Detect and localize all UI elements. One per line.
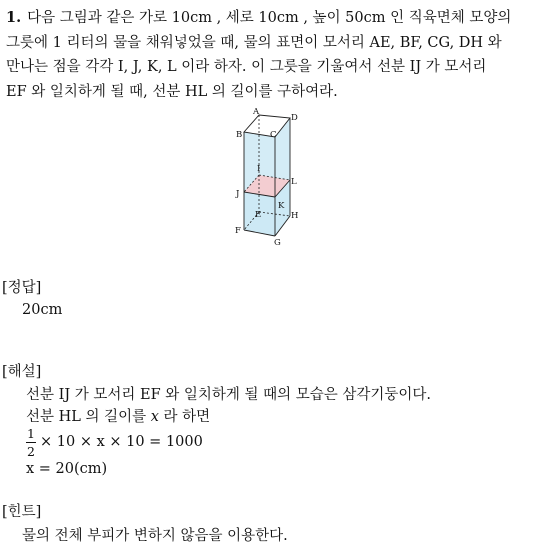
- cuboid-figure: [228, 104, 308, 248]
- label-I: I: [257, 164, 261, 174]
- problem-line-1: 1. 다음 그림과 같은 가로 10cm , 세로 10cm , 높이 50cm 인 직육면체 모양의: [6, 9, 512, 26]
- solution-equation-1: × 10 × x × 10 = 1000: [40, 434, 203, 450]
- label-F: F: [235, 226, 241, 236]
- label-G: G: [274, 238, 281, 248]
- fraction-numerator: 1: [27, 426, 35, 441]
- problem-line-4: EF 와 일치하게 될 때, 선분 HL 의 길이를 구하여라.: [6, 83, 338, 100]
- fraction-bar: [26, 442, 36, 443]
- label-B: B: [236, 130, 243, 140]
- problem-line-3: 만나는 점을 각각 I, J, K, L 이라 하자. 이 그릇을 기울여서 선분 IJ 가 모서리: [6, 59, 487, 75]
- label-D: D: [291, 113, 298, 123]
- label-E: E: [255, 210, 262, 220]
- label-H: H: [291, 211, 299, 221]
- solution-line-2: 선분 HL 의 길이를 x 라 하면: [26, 409, 211, 425]
- answer-heading: [정답]: [2, 280, 42, 296]
- label-C: C: [270, 130, 277, 140]
- fraction-denominator: 2: [27, 444, 35, 459]
- hint-heading: [힌트]: [2, 504, 42, 520]
- variable-x: x: [150, 409, 159, 425]
- solution-heading: [해설]: [2, 364, 42, 380]
- label-K: K: [278, 201, 285, 211]
- answer-value: 20cm: [22, 302, 63, 318]
- solution-equation-2: x = 20(cm): [26, 461, 108, 477]
- problem-number: 1.: [6, 9, 22, 26]
- label-A: A: [253, 107, 260, 117]
- solution-line-1: 선분 IJ 가 모서리 EF 와 일치하게 될 때의 모습은 삼각기둥이다.: [26, 387, 432, 403]
- hint-text: 물의 전체 부피가 변하지 않음을 이용한다.: [22, 528, 288, 544]
- fraction-one-half: [26, 426, 36, 459]
- problem-text: [6, 6, 532, 104]
- label-J: J: [236, 189, 240, 199]
- label-L: L: [291, 177, 297, 187]
- problem-line-2: 그릇에 1 리터의 물을 채워넣었을 때, 물의 표면이 모서리 AE, BF, CG, DH 와: [6, 34, 502, 51]
